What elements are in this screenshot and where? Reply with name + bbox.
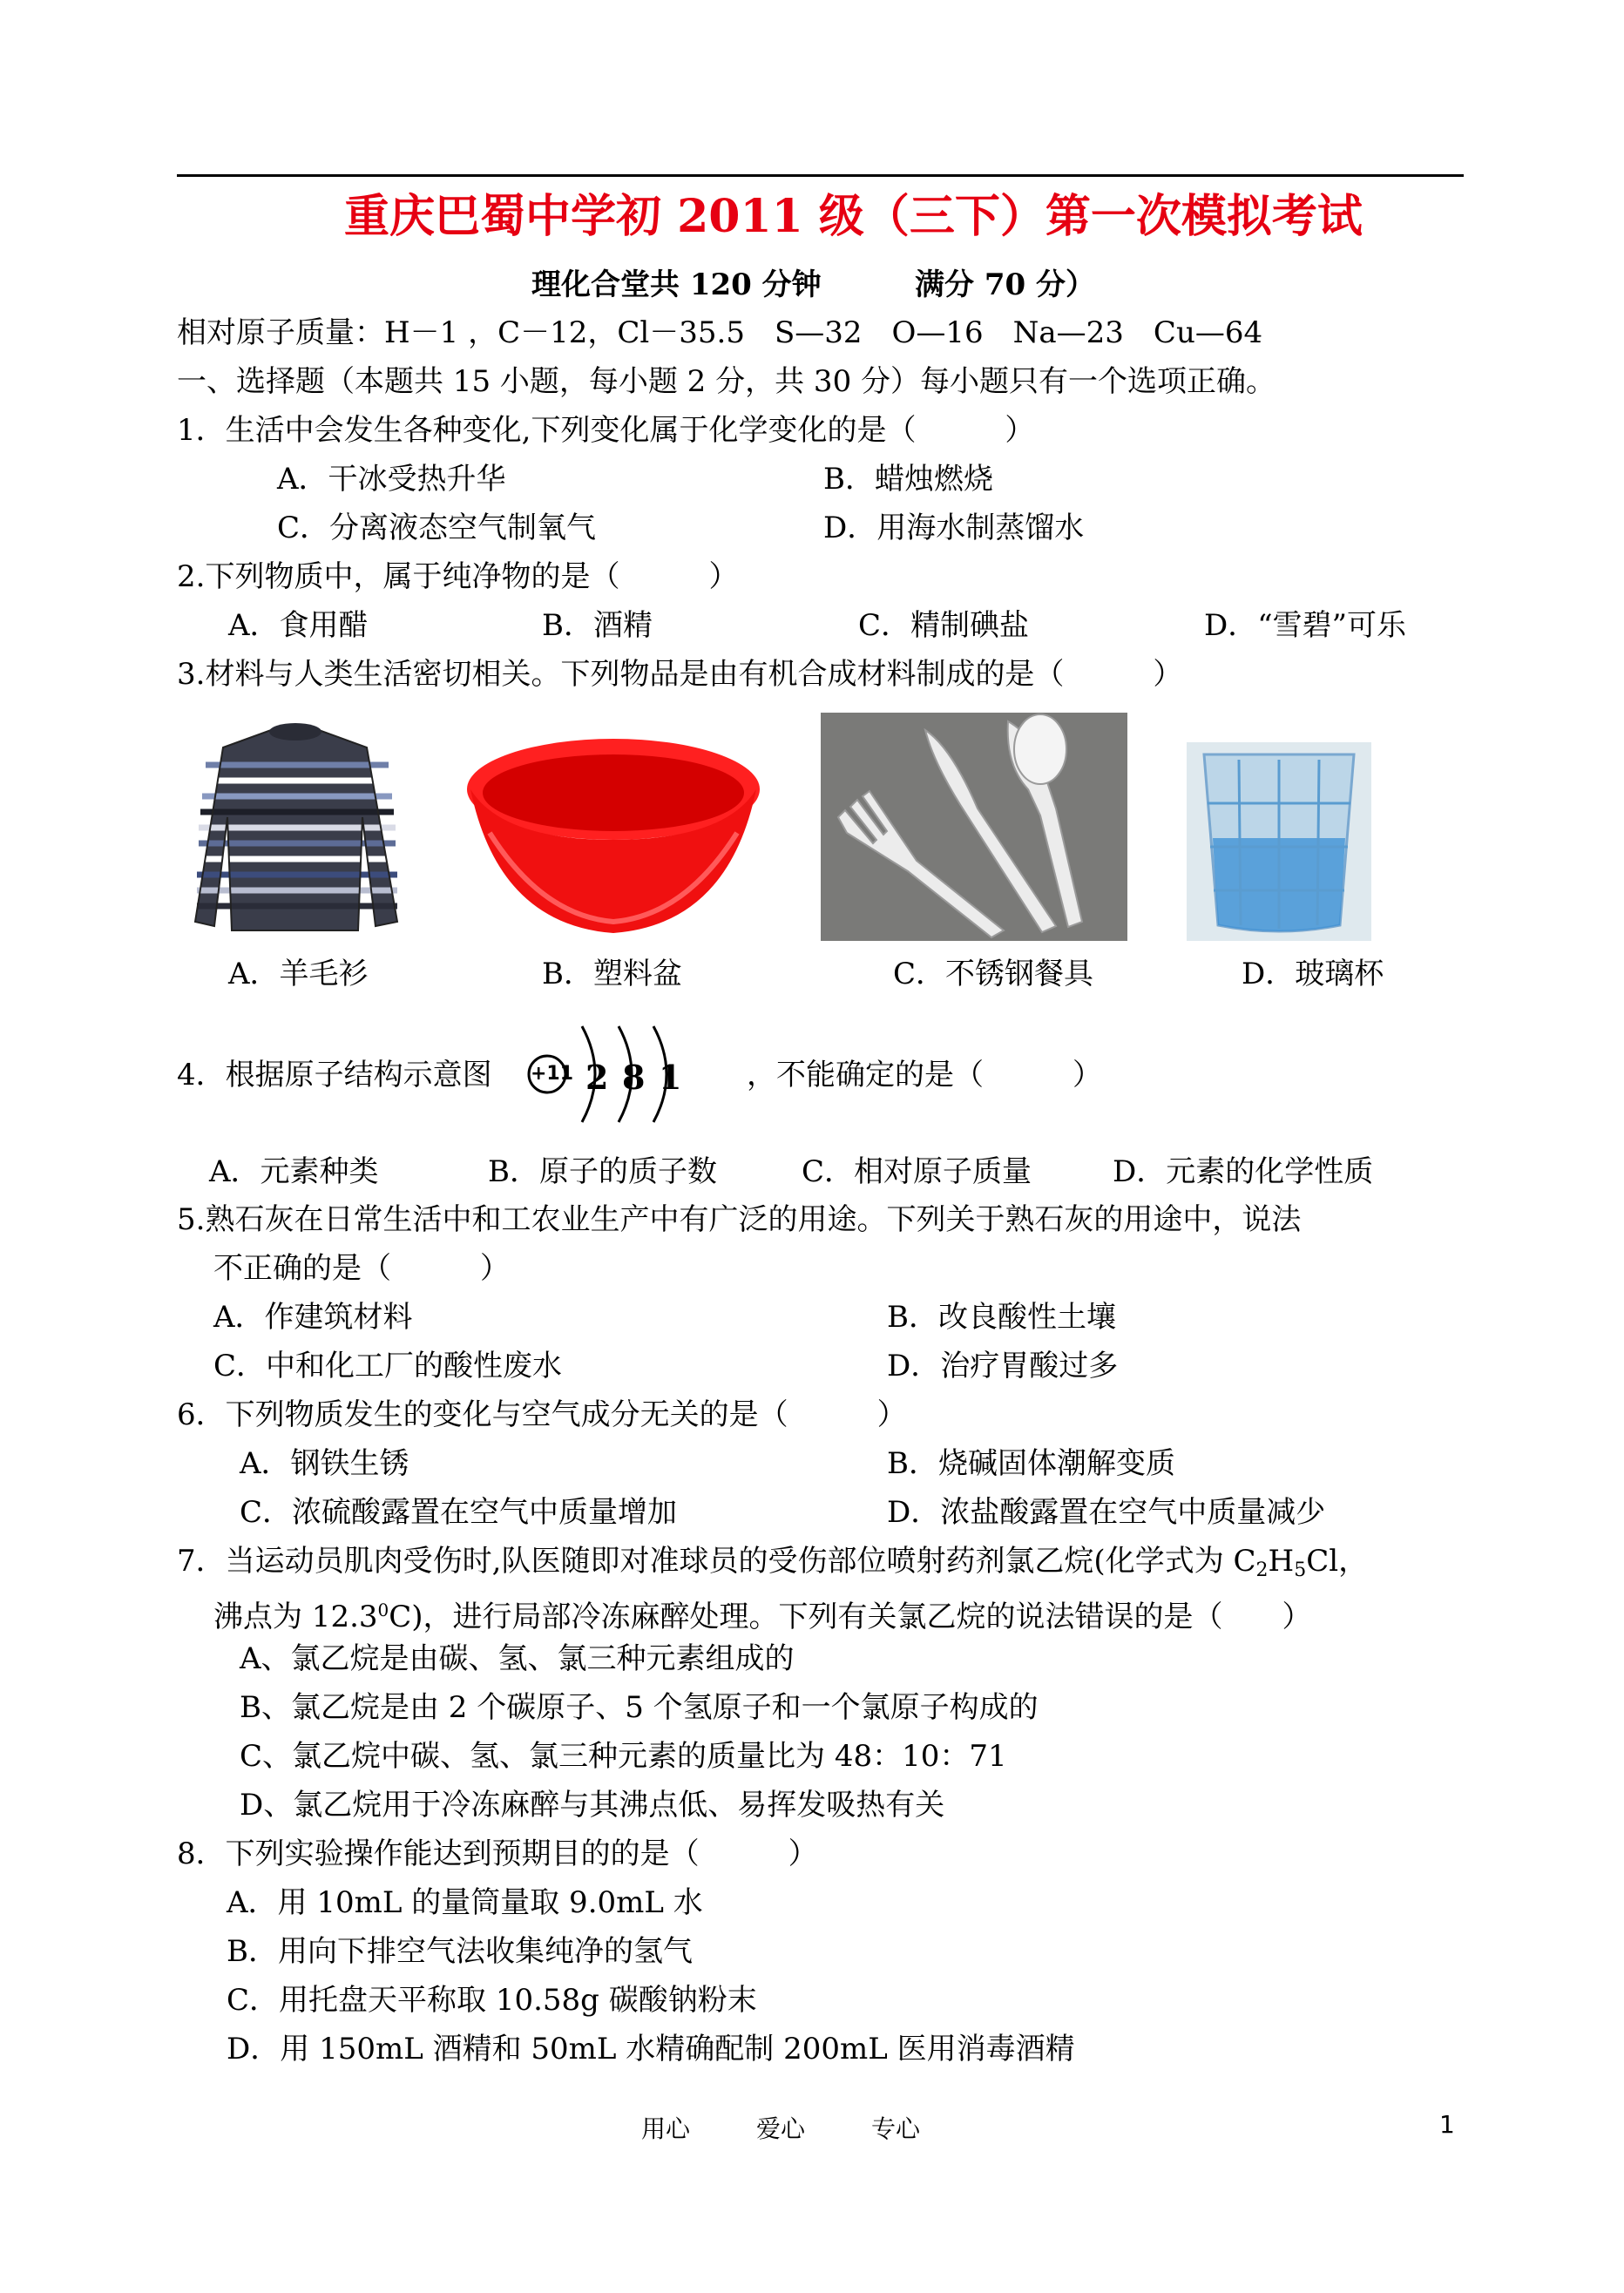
top-rule [177,174,1464,177]
exam-duration: 理化合堂共 120 分钟 [531,267,822,302]
q5-stem-line2: 不正确的是（ ） [213,1251,510,1286]
q4-option-d: D．元素的化学性质 [1113,1154,1374,1189]
exam-score: 满分 70 分） [915,267,1095,302]
atomic-structure-diagram [523,1018,697,1131]
nucleus-charge: +11 [531,1063,574,1085]
footer-motto-1: 用心 [641,2114,691,2143]
shell-3-electrons: 1 [659,1058,682,1097]
footer-motto-2: 爱心 [756,2114,806,2143]
q6-option-d: D．浓盐酸露置在空气中质量减少 [887,1495,1326,1530]
q8-option-d: D．用 150mL 酒精和 50mL 水精确配制 200mL 医用消毒酒精 [227,2032,1075,2066]
q4-stem-prefix: 4．根据原子结构示意图 [177,1058,492,1092]
glass-cup-image [1187,742,1371,941]
q3-option-a: A．羊毛衫 [228,957,369,991]
q2-option-b: B．酒精 [542,608,653,643]
plastic-basin-image [464,728,764,939]
q5-option-b: B．改良酸性土壤 [887,1300,1116,1335]
steel-cutlery-image [821,713,1127,941]
q5-option-c: C．中和化工厂的酸性废水 [213,1349,563,1383]
q5-option-a: A．作建筑材料 [213,1300,413,1335]
q7-option-d: D、氯乙烷用于冷冻麻醉与其沸点低、易挥发吸热有关 [240,1788,945,1823]
shell-1-electrons: 2 [585,1058,609,1097]
exam-title: 重庆巴蜀中学初 2011 级（三下）第一次模拟考试 [344,190,1363,243]
footer-motto-3: 专心 [871,2114,921,2143]
q6-option-a: A．钢铁生锈 [240,1446,409,1481]
shell-2-electrons: 8 [622,1058,646,1097]
q7-option-b: B、氯乙烷是由 2 个碳原子、5 个氢原子和一个氯原子构成的 [240,1690,1039,1725]
page-number: 1 [1439,2110,1455,2139]
q1-option-d: D．用海水制蒸馏水 [823,511,1085,545]
q8-option-b: B．用向下排空气法收集纯净的氢气 [227,1934,693,1969]
q6-option-b: B．烧碱固体潮解变质 [887,1446,1175,1481]
q7-option-c: C、氯乙烷中碳、氢、氯三种元素的质量比为 48：10：71 [240,1739,1007,1774]
q6-option-c: C．浓硫酸露置在空气中质量增加 [240,1495,678,1530]
q7-stem-line2: 沸点为 12.3$^0$C)，进行局部冷冻麻醉处理。下列有关氯乙烷的说法错误的是（ ） [213,1600,1312,1634]
q1-option-b: B．蜡烛燃烧 [823,462,993,497]
q4-option-b: B．原子的质子数 [488,1154,717,1189]
q8-option-a: A．用 10mL 的量筒量取 9.0mL 水 [227,1885,703,1920]
q5-option-d: D．治疗胃酸过多 [887,1349,1119,1383]
q1-option-c: C．分离液态空气制氧气 [277,511,597,545]
q3-option-c: C．不锈钢餐具 [893,957,1094,991]
q1-stem: 1．生活中会发生各种变化,下列变化属于化学变化的是（ ） [177,413,1035,448]
q8-option-c: C．用托盘天平称取 10.58g 碳酸钠粉末 [227,1983,757,2018]
q1-option-a: A．干冰受热升华 [277,462,506,497]
q3-stem: 3.材料与人类生活密切相关。下列物品是由有机合成材料制成的是（ ） [177,657,1183,692]
q4-stem-suffix: ，不能确定的是（ ） [747,1058,1102,1092]
q2-option-a: A．食用醋 [228,608,369,643]
q3-option-d: D．玻璃杯 [1242,957,1384,991]
q4-option-c: C．相对原子质量 [802,1154,1032,1189]
q3-option-b: B．塑料盆 [542,957,682,991]
q6-stem: 6．下列物质发生的变化与空气成分无关的是（ ） [177,1397,907,1432]
q7-option-a: A、氯乙烷是由碳、氢、氯三种元素组成的 [240,1641,795,1676]
section-heading: 一、选择题（本题共 15 小题，每小题 2 分，共 30 分）每小题只有一个选项正确。 [177,364,1276,399]
sweater-image [188,713,404,939]
q2-option-d: D．“雪碧”可乐 [1204,608,1407,643]
q5-stem-line1: 5.熟石灰在日常生活中和工农业生产中有广泛的用途。下列关于熟石灰的用途中，说法 [177,1202,1302,1237]
q4-option-a: A．元素种类 [209,1154,379,1189]
q7-stem-line1: 7．当运动员肌肉受伤时,队医随即对准球员的受伤部位喷射药剂氯乙烷(化学式为 $C_2H_5Cl$， [177,1544,1369,1581]
q2-option-c: C．精制碘盐 [858,608,1030,643]
q2-stem: 2.下列物质中，属于纯净物的是（ ） [177,559,739,594]
q8-stem: 8．下列实验操作能达到预期目的的是（ ） [177,1836,818,1871]
atomic-masses: 相对原子质量：H－1 ，C－12，Cl－35.5 S—32 O—16 Na—23 Cu—64 [177,315,1263,350]
